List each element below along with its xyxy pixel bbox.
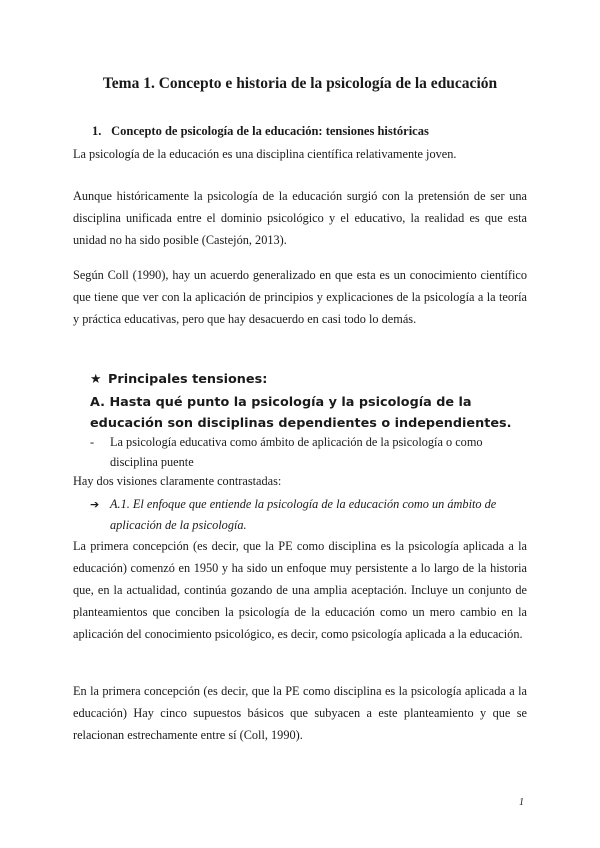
section-number: 1.	[92, 124, 102, 138]
arrow-bullet-icon: ➔	[90, 498, 100, 511]
arrow-list-text: A.1. El enfoque que entiende la psicología de la educación como un ámbito de aplicación de la psicología.	[110, 497, 497, 532]
page-number: 1	[519, 797, 524, 808]
paragraph-first-conception: La primera concepción (es decir, que la PE como disciplina es la psicología aplicada a la educación) comenzó en 1950 y ha sido un enfoque muy persistente a lo largo de la historia que, en la actualidad, continúa gozando de una amplia aceptación. Incluye un conjunto de planteamientos que conciben la psicología de la educación como un mero cambio en la aplicación del conocimiento psicológico, es decir, como psicología aplicada a la educación.	[73, 539, 527, 641]
star-bullet-icon: ★	[90, 372, 102, 387]
tensions-label: Principales tensiones:	[108, 372, 268, 387]
paragraph-five-assumptions: En la primera concepción (es decir, que la PE como disciplina es la psicología aplicada a la educación) Hay cinco supuestos básicos que subyacen a este planteamiento y que se relacionan estrechamente entre sí (Coll, 1990).	[73, 684, 527, 742]
dash-bullet-icon: -	[90, 435, 95, 449]
dash-list-item	[90, 432, 528, 472]
paragraph-coll: Según Coll (1990), hay un acuerdo generalizado en que esta es un conocimiento científico que tiene que ver con la aplicación de principios y explicaciones de la psicología a la teoría y práctica educativas, pero que hay desacuerdo en casi todo lo demás.	[73, 268, 527, 326]
section-heading	[92, 124, 429, 139]
arrow-list-item	[90, 494, 530, 536]
paragraph-intro: La psicología de la educación es una disciplina científica relativamente joven.	[73, 147, 457, 161]
page-title: Tema 1. Concepto e historia de la psicología de la educación	[102, 75, 498, 92]
section-heading-text: Concepto de psicología de la educación: tensiones históricas	[111, 124, 429, 138]
visions-intro: Hay dos visiones claramente contrastadas:	[73, 474, 282, 488]
tensions-bullet	[90, 372, 267, 387]
tension-a-heading: A. Hasta qué punto la psicología y la psicología de la educación son disciplinas dependientes o independientes.	[90, 395, 512, 431]
paragraph-historical: Aunque históricamente la psicología de la educación surgió con la pretensión de ser una disciplina unificada entre el dominio psicológico y el educativo, la realidad es que esta unidad no ha sido posible (Castejón, 2013).	[73, 189, 527, 247]
dash-list-text: La psicología educativa como ámbito de aplicación de la psicología o como disciplina puente	[110, 435, 483, 469]
